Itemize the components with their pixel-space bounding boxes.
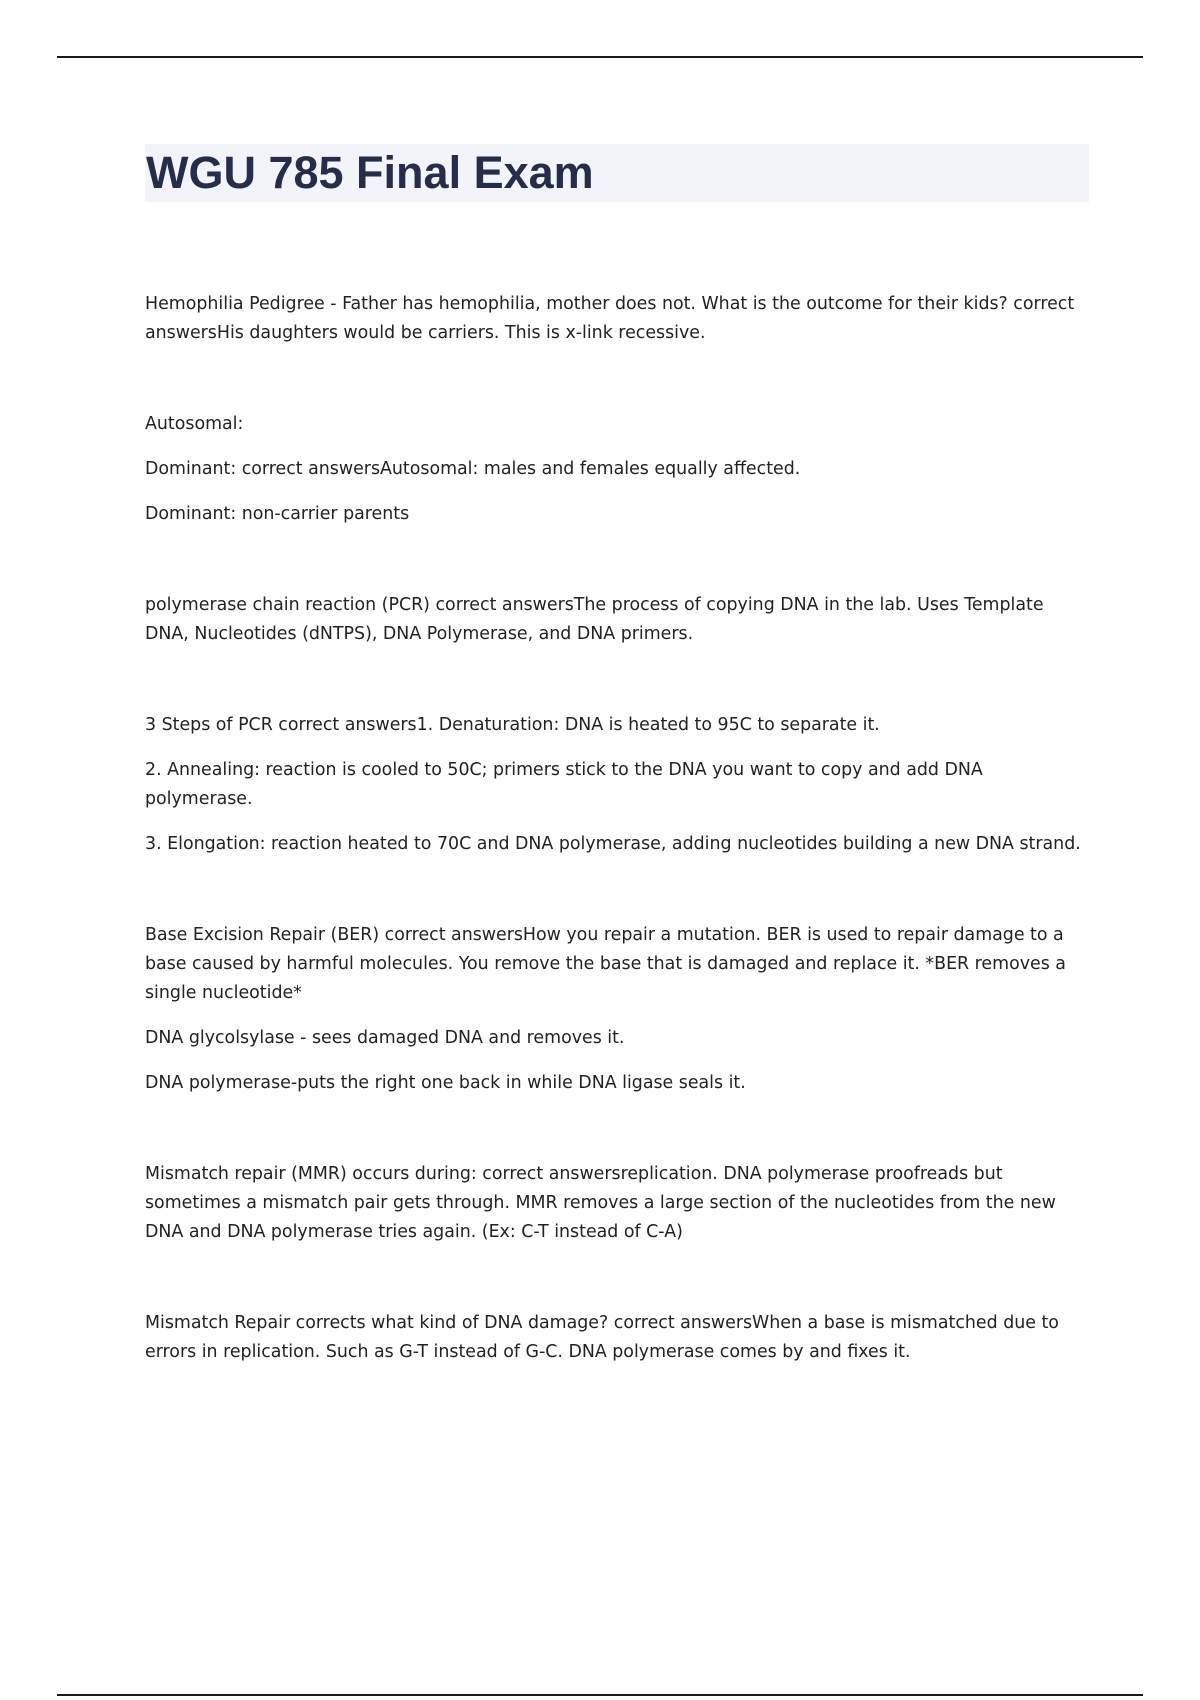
paragraph: Autosomal: — [145, 414, 244, 434]
paragraph: Mismatch Repair corrects what kind of DNA damage? correct answersWhen a base is mismatched due to errors in replication. Such as G-T instead of G-C. DNA polymerase comes by and fixes it. — [145, 1313, 1059, 1362]
paragraph: 3 Steps of PCR correct answers1. Denaturation: DNA is heated to 95C to separate it. — [145, 715, 880, 735]
paragraph: polymerase chain reaction (PCR) correct answersThe process of copying DNA in the lab. Uses Template DNA, Nucleotides (dNTPS), DNA Polymerase, and DNA primers. — [145, 595, 1044, 644]
qa-block-autosomal — [145, 410, 1090, 529]
paragraph: 2. Annealing: reaction is cooled to 50C; primers stick to the DNA you want to copy and add DNA polymerase. — [145, 760, 983, 809]
paragraph: DNA polymerase-puts the right one back in while DNA ligase seals it. — [145, 1073, 746, 1093]
paragraph: DNA glycolsylase - sees damaged DNA and removes it. — [145, 1028, 625, 1048]
page-title: WGU 785 Final Exam — [146, 147, 594, 198]
paragraph: 3. Elongation: reaction heated to 70C and DNA polymerase, adding nucleotides building a new DNA strand. — [145, 834, 1081, 854]
qa-block-mismatch-repair — [145, 1309, 1090, 1367]
qa-block-pcr-steps — [145, 711, 1090, 859]
qa-block-ber — [145, 921, 1090, 1098]
paragraph: Dominant: non-carrier parents — [145, 504, 410, 524]
qa-block-hemophilia — [145, 290, 1090, 348]
qa-block-pcr — [145, 591, 1090, 649]
paragraph: Dominant: correct answersAutosomal: males and females equally affected. — [145, 459, 801, 479]
document-body — [145, 290, 1090, 1429]
footer-rule — [57, 1694, 1143, 1696]
paragraph: Base Excision Repair (BER) correct answersHow you repair a mutation. BER is used to repair damage to a base caused by harmful molecules. You remove the base that is damaged and replace it. *BER removes a single nucleotide* — [145, 925, 1066, 1003]
qa-block-mmr — [145, 1160, 1090, 1247]
paragraph: Mismatch repair (MMR) occurs during: correct answersreplication. DNA polymerase proofreads but sometimes a mismatch pair gets through. MMR removes a large section of the nucleotides from the new DNA and DNA polymerase tries again. (Ex: C-T instead of C-A) — [145, 1164, 1056, 1242]
paragraph: Hemophilia Pedigree - Father has hemophilia, mother does not. What is the outcome for their kids? correct answersHis daughters would be carriers. This is x-link recessive. — [145, 294, 1075, 343]
header-rule — [57, 56, 1143, 58]
